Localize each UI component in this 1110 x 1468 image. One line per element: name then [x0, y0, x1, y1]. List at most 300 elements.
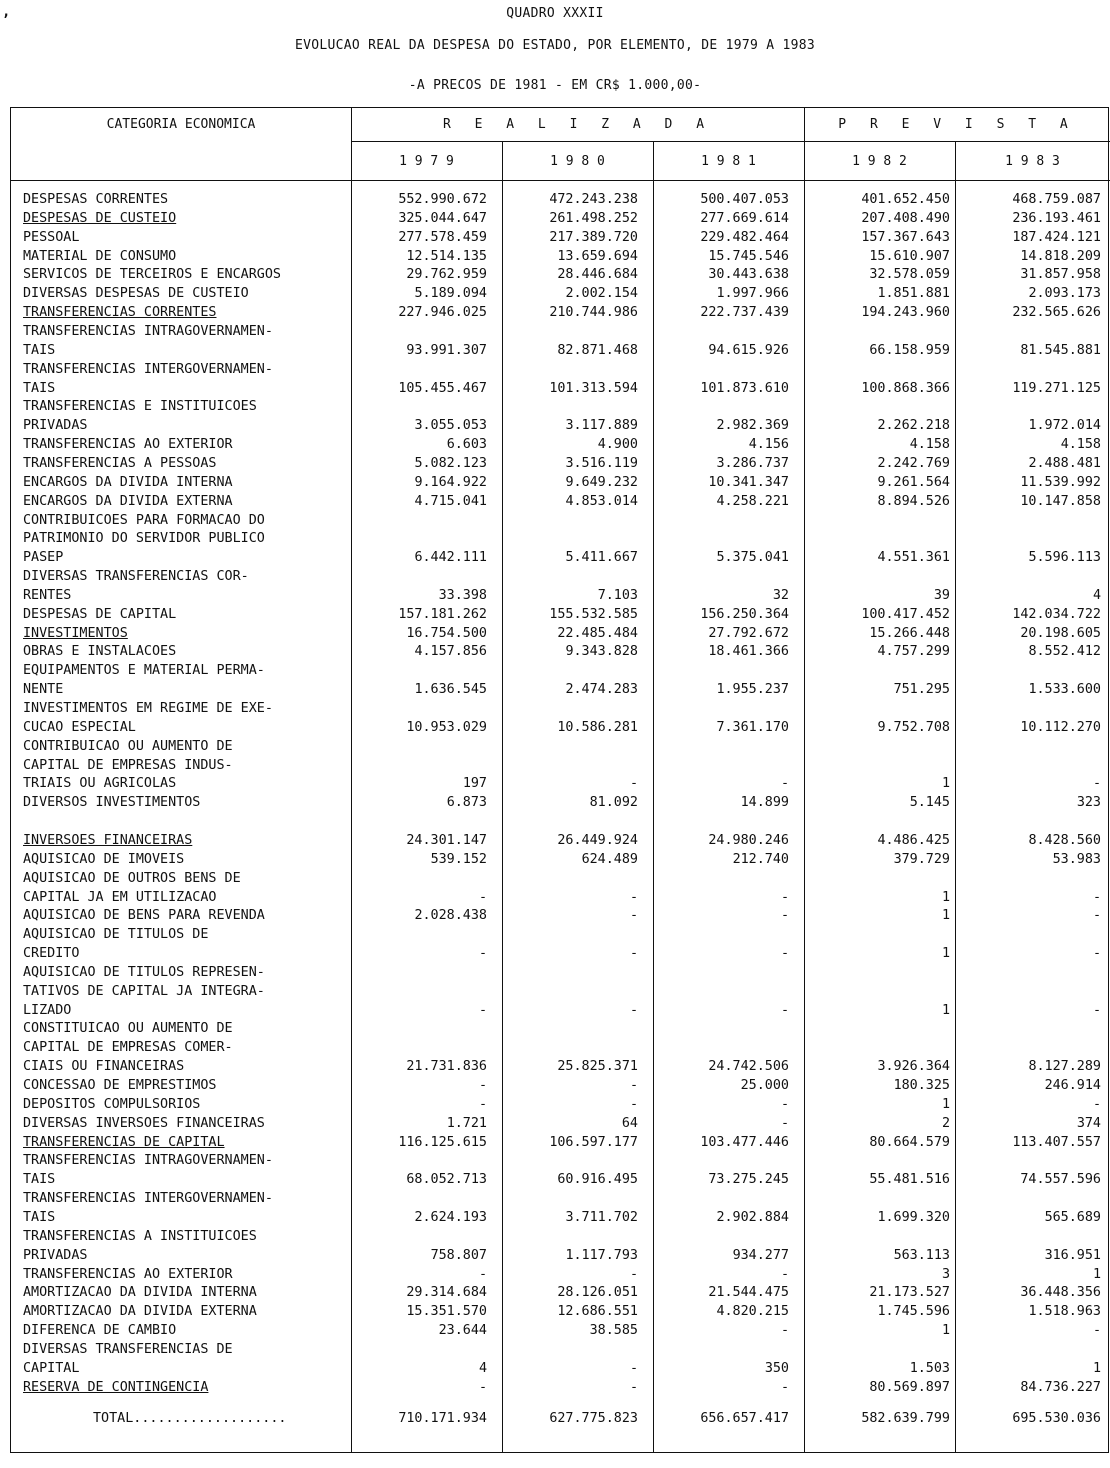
table-row [11, 1057, 1110, 1076]
cell-value: 13.659.694 [557, 248, 638, 264]
row-label: CAPITAL [23, 1360, 80, 1376]
cell-value: - [780, 1115, 789, 1131]
cell-value: 20.198.605 [1020, 625, 1101, 641]
cell-value: 232.565.626 [1012, 305, 1101, 321]
row-label: TRANSFERENCIAS E INSTITUICOES [23, 399, 257, 415]
table-row [11, 567, 1110, 586]
row-label: TRANSFERENCIAS A PESSOAS [23, 455, 217, 471]
cell-value: 2.488.481 [1028, 455, 1101, 471]
row-label: ENCARGOS DA DIVIDA INTERNA [23, 474, 233, 490]
cell-value: 10.112.270 [1020, 719, 1101, 735]
cell-value: 64 [621, 1115, 638, 1131]
cell-value: - [1092, 908, 1101, 924]
cell-value: 500.407.053 [700, 192, 789, 207]
margin-mark: , [2, 4, 11, 20]
cell-value: 1.636.545 [414, 682, 487, 698]
header-category: CATEGORIA ECONOMICA [106, 117, 256, 132]
cell-value: 2.242.769 [877, 455, 950, 471]
row-label: PATRIMONIO DO SERVIDOR PUBLICO [23, 531, 265, 547]
table-row [11, 473, 1110, 492]
cell-value: 227.946.025 [398, 305, 487, 321]
table-row [11, 1189, 1110, 1208]
row-label: PRIVADAS [23, 418, 88, 434]
cell-value: 21.173.527 [869, 1285, 950, 1301]
cell-value: 5.145 [909, 795, 950, 811]
table-row [11, 888, 1110, 907]
header-realizada: R E A L I Z A D A [442, 117, 713, 132]
total-value: 695.530.036 [1012, 1411, 1101, 1426]
cell-value: 3.117.889 [565, 418, 638, 434]
table-row [11, 1302, 1110, 1321]
row-label: DIVERSAS TRANSFERENCIAS DE [23, 1341, 233, 1357]
table-row [11, 360, 1110, 379]
cell-value: 81.545.881 [1020, 342, 1101, 358]
cell-value: 18.461.366 [708, 644, 789, 660]
cell-value: 24.742.506 [708, 1059, 789, 1075]
cell-value: 4.156 [748, 437, 789, 453]
table-row [11, 416, 1110, 435]
cell-value: 21.544.475 [708, 1285, 789, 1301]
cell-value: 1.518.963 [1028, 1304, 1101, 1320]
cell-value: - [629, 889, 638, 905]
row-label: INVESTIMENTOS EM REGIME DE EXE- [23, 701, 273, 716]
row-label: INVESTIMENTOS [23, 625, 128, 641]
cell-value: 229.482.464 [700, 229, 789, 245]
header-divider [11, 180, 1110, 181]
cell-value: 323 [1076, 795, 1101, 811]
cell-value: - [780, 1096, 789, 1112]
cell-value: - [629, 1002, 638, 1018]
table-row [11, 624, 1110, 643]
row-label: CIAIS OU FINANCEIRAS [23, 1059, 185, 1075]
cell-value: 4 [1092, 587, 1101, 603]
cell-value: 156.250.364 [700, 606, 789, 622]
cell-value: 93.991.307 [406, 342, 487, 358]
row-label: TRANSFERENCIAS AO EXTERIOR [23, 1266, 233, 1282]
cell-value: - [780, 1266, 789, 1282]
cell-value: - [629, 908, 638, 924]
cell-value: - [629, 1266, 638, 1282]
cell-value: 60.916.495 [557, 1172, 638, 1188]
quadro-label: QUADRO XXXII [506, 6, 604, 21]
table-row [11, 642, 1110, 661]
cell-value: 4.853.014 [565, 493, 638, 509]
cell-value: 12.514.135 [406, 248, 487, 264]
cell-value: 113.407.557 [1012, 1134, 1101, 1150]
cell-value: 7.361.170 [716, 719, 789, 735]
table-row [11, 718, 1110, 737]
cell-value: 23.644 [438, 1323, 487, 1338]
cell-value: - [629, 1379, 638, 1395]
table-row [11, 1321, 1110, 1340]
cell-value: 374 [1076, 1115, 1101, 1131]
cell-value: 5.375.041 [716, 550, 789, 566]
row-label: AQUISICAO DE TITULOS REPRESEN- [23, 964, 265, 980]
cell-value: 32 [772, 587, 789, 603]
cell-value: 27.792.672 [708, 625, 789, 641]
table-row [11, 586, 1110, 605]
cell-value: 1 [941, 1002, 950, 1018]
table-row [11, 397, 1110, 416]
header-year-1981: 1 9 8 1 [701, 154, 756, 169]
cell-value: 246.914 [1044, 1078, 1101, 1093]
total-value: 627.775.823 [549, 1411, 638, 1426]
cell-value: - [478, 889, 487, 905]
table-row [11, 1208, 1110, 1227]
row-label: DESPESAS DE CAPITAL [23, 606, 177, 622]
cell-value: 4.900 [597, 437, 638, 453]
cell-value: 100.868.366 [861, 380, 950, 396]
header-year-1980: 1 9 8 0 [550, 154, 605, 169]
row-label: OBRAS E INSTALACOES [23, 644, 177, 660]
table-row [11, 1076, 1110, 1095]
table-row [11, 265, 1110, 284]
row-label: EQUIPAMENTOS E MATERIAL PERMA- [23, 663, 265, 679]
cell-value: 33.398 [438, 587, 487, 603]
row-label: TRANSFERENCIAS INTRAGOVERNAMEN- [23, 1153, 273, 1169]
cell-value: 4.820.215 [716, 1304, 789, 1320]
cell-value: 157.181.262 [398, 606, 487, 622]
cell-value: 758.807 [430, 1247, 487, 1263]
table-row [11, 605, 1110, 624]
table-row [11, 774, 1110, 793]
cell-value: 36.448.356 [1020, 1285, 1101, 1301]
row-label: CAPITAL DE EMPRESAS COMER- [23, 1040, 233, 1056]
header-divider [351, 141, 1110, 142]
cell-value: 9.752.708 [877, 719, 950, 735]
cell-value: 1 [1092, 1360, 1101, 1376]
table-row [11, 303, 1110, 322]
cell-value: 8.127.289 [1028, 1059, 1101, 1075]
table-row [11, 190, 1110, 209]
expense-table [10, 107, 1109, 1453]
cell-value: 14.899 [740, 795, 789, 811]
cell-value: 73.275.245 [708, 1172, 789, 1188]
table-row [11, 1133, 1110, 1152]
cell-value: 74.557.596 [1020, 1172, 1101, 1188]
table-row [11, 1340, 1110, 1359]
cell-value: 1 [941, 946, 950, 961]
table-row [11, 341, 1110, 360]
cell-value: 2.262.218 [877, 418, 950, 434]
cell-value: 142.034.722 [1012, 606, 1101, 622]
cell-value: 1.503 [909, 1360, 950, 1376]
cell-value: - [478, 1002, 487, 1018]
cell-value: 9.261.564 [877, 474, 950, 490]
row-label: TAIS [23, 1209, 56, 1225]
table-row [11, 869, 1110, 888]
cell-value: 24.980.246 [708, 832, 789, 848]
cell-value: 8.894.526 [877, 493, 950, 509]
cell-value: - [629, 946, 638, 961]
cell-value: - [780, 908, 789, 924]
cell-value: 80.569.897 [869, 1379, 950, 1395]
cell-value: 10.953.029 [406, 719, 487, 735]
row-label: DIVERSAS TRANSFERENCIAS COR- [23, 569, 249, 584]
cell-value: 1.721 [446, 1115, 487, 1131]
cell-value: 24.301.147 [406, 832, 487, 848]
row-label: TRIAIS OU AGRICOLAS [23, 776, 177, 792]
cell-value: 222.737.439 [700, 305, 789, 321]
cell-value: 53.983 [1052, 851, 1101, 867]
cell-value: 187.424.121 [1012, 229, 1101, 245]
cell-value: 539.152 [430, 851, 487, 867]
cell-value: 30.443.638 [708, 267, 789, 283]
row-label: DIVERSOS INVESTIMENTOS [23, 795, 201, 811]
cell-value: 2.093.173 [1028, 286, 1101, 302]
cell-value: 1.851.881 [877, 286, 950, 302]
cell-value: 4.715.041 [414, 493, 487, 509]
row-label: PRIVADAS [23, 1247, 88, 1263]
cell-value: - [478, 1379, 487, 1395]
cell-value: 28.446.684 [557, 267, 638, 283]
table-row [11, 1151, 1110, 1170]
cell-value: 66.158.959 [869, 342, 950, 358]
table-row [11, 529, 1110, 548]
cell-value: - [629, 1096, 638, 1112]
cell-value: 10.341.347 [708, 474, 789, 490]
row-label: TAIS [23, 1172, 56, 1188]
row-label: TAIS [23, 342, 56, 358]
cell-value: 81.092 [589, 795, 638, 811]
cell-value: 1.955.237 [716, 682, 789, 698]
cell-value: 472.243.238 [549, 192, 638, 207]
table-row [11, 322, 1110, 341]
table-row [11, 793, 1110, 812]
table-row [11, 1001, 1110, 1020]
cell-value: - [780, 776, 789, 792]
table-row [11, 209, 1110, 228]
row-label: CONTRIBUICOES PARA FORMACAO DO [23, 512, 265, 528]
cell-value: 68.052.713 [406, 1172, 487, 1188]
table-row [11, 492, 1110, 511]
cell-value: 8.552.412 [1028, 644, 1101, 660]
cell-value: 10.586.281 [557, 719, 638, 735]
row-label: PESSOAL [23, 229, 80, 245]
cell-value: 15.266.448 [869, 625, 950, 641]
cell-value: 6.603 [446, 437, 487, 453]
cell-value: 2 [941, 1115, 950, 1131]
cell-value: 3.711.702 [565, 1209, 638, 1225]
row-label: CONSTITUICAO OU AUMENTO DE [23, 1021, 233, 1037]
table-row [11, 680, 1110, 699]
table-row [11, 1227, 1110, 1246]
cell-value: 12.686.551 [557, 1304, 638, 1320]
table-row [11, 1038, 1110, 1057]
cell-value: 15.745.546 [708, 248, 789, 264]
cell-value: 1.117.793 [565, 1247, 638, 1263]
cell-value: 31.857.958 [1020, 267, 1101, 283]
table-row [11, 228, 1110, 247]
cell-value: 194.243.960 [861, 305, 950, 321]
cell-value: 94.615.926 [708, 342, 789, 358]
cell-value: 316.951 [1044, 1247, 1101, 1263]
cell-value: 4.258.221 [716, 493, 789, 509]
cell-value: 3.055.053 [414, 418, 487, 434]
cell-value: 84.736.227 [1020, 1379, 1101, 1395]
cell-value: 105.455.467 [398, 380, 487, 396]
row-label: TRANSFERENCIAS INTRAGOVERNAMEN- [23, 324, 273, 339]
cell-value: 277.578.459 [398, 229, 487, 245]
cell-value: 9.164.922 [414, 474, 487, 490]
cell-value: - [1092, 946, 1101, 961]
cell-value: 116.125.615 [398, 1134, 487, 1150]
table-row [11, 1265, 1110, 1284]
cell-value: 7.103 [597, 587, 638, 603]
cell-value: 101.313.594 [549, 380, 638, 396]
cell-value: 8.428.560 [1028, 832, 1101, 848]
cell-value: 29.314.684 [406, 1285, 487, 1301]
row-label: AMORTIZACAO DA DIVIDA INTERNA [23, 1285, 257, 1301]
row-label: DIFERENCA DE CAMBIO [23, 1323, 177, 1338]
row-label: RENTES [23, 587, 72, 603]
cell-value: - [478, 1096, 487, 1112]
table-row [11, 284, 1110, 303]
cell-value: 1 [941, 908, 950, 924]
cell-value: 82.871.468 [557, 342, 638, 358]
cell-value: 4.158 [909, 437, 950, 453]
table-row [11, 756, 1110, 775]
row-label: SERVICOS DE TERCEIROS E ENCARGOS [23, 267, 281, 283]
cell-value: - [1092, 1323, 1101, 1338]
row-label: TRANSFERENCIAS INTERGOVERNAMEN- [23, 361, 273, 377]
cell-value: 197 [462, 776, 487, 792]
table-row [11, 982, 1110, 1001]
cell-value: 1.997.966 [716, 286, 789, 302]
row-label: CAPITAL DE EMPRESAS INDUS- [23, 757, 233, 773]
row-label: DESPESAS DE CUSTEIO [23, 210, 177, 226]
total-value: 710.171.934 [398, 1411, 487, 1426]
cell-value: 25.000 [740, 1078, 789, 1093]
cell-value: 9.343.828 [565, 644, 638, 660]
cell-value: 80.664.579 [869, 1134, 950, 1150]
table-row [11, 906, 1110, 925]
cell-value: 212.740 [732, 851, 789, 867]
cell-value: 563.113 [893, 1247, 950, 1263]
table-row [11, 1019, 1110, 1038]
cell-value: - [629, 776, 638, 792]
row-label: TAIS [23, 380, 56, 396]
row-label: AMORTIZACAO DA DIVIDA EXTERNA [23, 1304, 257, 1320]
table-row [11, 548, 1110, 567]
row-label: AQUISICAO DE TITULOS DE [23, 927, 209, 943]
total-value: 582.639.799 [861, 1411, 950, 1426]
cell-value: 103.477.446 [700, 1134, 789, 1150]
cell-value: 2.028.438 [414, 908, 487, 924]
row-label: CUCAO ESPECIAL [23, 719, 136, 735]
table-row [11, 1378, 1110, 1397]
row-label: DIVERSAS DESPESAS DE CUSTEIO [23, 286, 249, 302]
cell-value: 4.158 [1060, 437, 1101, 453]
row-label: TATIVOS DE CAPITAL JA INTEGRA- [23, 983, 265, 999]
page-title: EVOLUCAO REAL DA DESPESA DO ESTADO, POR ELEMENTO, DE 1979 A 1983 [294, 38, 816, 53]
table-row [11, 1283, 1110, 1302]
cell-value: 4 [478, 1360, 487, 1376]
table-row [11, 831, 1110, 850]
table-row [11, 1246, 1110, 1265]
table-row [11, 511, 1110, 530]
row-label: TRANSFERENCIAS A INSTITUICOES [23, 1228, 257, 1244]
cell-value: - [478, 1266, 487, 1282]
cell-value: 379.729 [893, 851, 950, 867]
cell-value: 4.157.856 [414, 644, 487, 660]
cell-value: - [1092, 776, 1101, 792]
cell-value: 22.485.484 [557, 625, 638, 641]
cell-value: 1 [941, 889, 950, 905]
cell-value: 2.002.154 [565, 286, 638, 302]
cell-value: 1.699.320 [877, 1209, 950, 1225]
row-label: CONCESSAO DE EMPRESTIMOS [23, 1078, 217, 1093]
cell-value: 29.762.959 [406, 267, 487, 283]
table-row [11, 944, 1110, 963]
cell-value: 325.044.647 [398, 210, 487, 226]
header-year-1983: 1 9 8 3 [1005, 154, 1060, 169]
cell-value: 157.367.643 [861, 229, 950, 245]
cell-value: 6.442.111 [414, 550, 487, 566]
cell-value: 552.990.672 [398, 192, 487, 207]
cell-value: 1.972.014 [1028, 418, 1101, 434]
row-label: AQUISICAO DE OUTROS BENS DE [23, 870, 241, 886]
row-label: CREDITO [23, 946, 80, 961]
cell-value: 468.759.087 [1012, 192, 1101, 207]
total-label: TOTAL................... [93, 1411, 287, 1426]
cell-value: 207.408.490 [861, 210, 950, 226]
header-year-1979: 1 9 7 9 [399, 154, 454, 169]
table-row [11, 1114, 1110, 1133]
table-row [11, 812, 1110, 831]
cell-value: 38.585 [589, 1323, 638, 1338]
row-label: TRANSFERENCIAS INTERGOVERNAMEN- [23, 1191, 273, 1207]
cell-value: 350 [764, 1360, 789, 1376]
cell-value: 1 [941, 776, 950, 792]
cell-value: - [629, 1360, 638, 1376]
cell-value: 21.731.836 [406, 1059, 487, 1075]
row-label: NENTE [23, 682, 64, 698]
cell-value: 101.873.610 [700, 380, 789, 396]
row-label: INVERSOES FINANCEIRAS [23, 832, 193, 848]
table-row [11, 379, 1110, 398]
row-label: PASEP [23, 550, 64, 566]
cell-value: - [478, 946, 487, 961]
cell-value: 5.596.113 [1028, 550, 1101, 566]
cell-value: 28.126.051 [557, 1285, 638, 1301]
header-prevista: P R E V I S T A [838, 117, 1076, 132]
cell-value: 26.449.924 [557, 832, 638, 848]
cell-value: - [780, 1323, 789, 1338]
cell-value: 210.744.986 [549, 305, 638, 321]
cell-value: 32.578.059 [869, 267, 950, 283]
row-label: DEPOSITOS COMPULSORIOS [23, 1096, 201, 1112]
cell-value: 14.818.209 [1020, 248, 1101, 264]
cell-value: - [629, 1078, 638, 1093]
cell-value: 5.189.094 [414, 286, 487, 302]
table-row [11, 454, 1110, 473]
cell-value: 236.193.461 [1012, 210, 1101, 226]
table-row [11, 737, 1110, 756]
cell-value: 3.516.119 [565, 455, 638, 471]
cell-value: 1 [941, 1323, 950, 1338]
cell-value: 401.652.450 [861, 192, 950, 207]
total-row [11, 1409, 1110, 1428]
table-row [11, 661, 1110, 680]
cell-value: - [1092, 1096, 1101, 1112]
row-label: AQUISICAO DE BENS PARA REVENDA [23, 908, 265, 924]
cell-value: 2.902.884 [716, 1209, 789, 1225]
table-row [11, 1095, 1110, 1114]
cell-value: 39 [933, 587, 950, 603]
row-label: MATERIAL DE CONSUMO [23, 248, 177, 264]
cell-value: - [1092, 1002, 1101, 1018]
